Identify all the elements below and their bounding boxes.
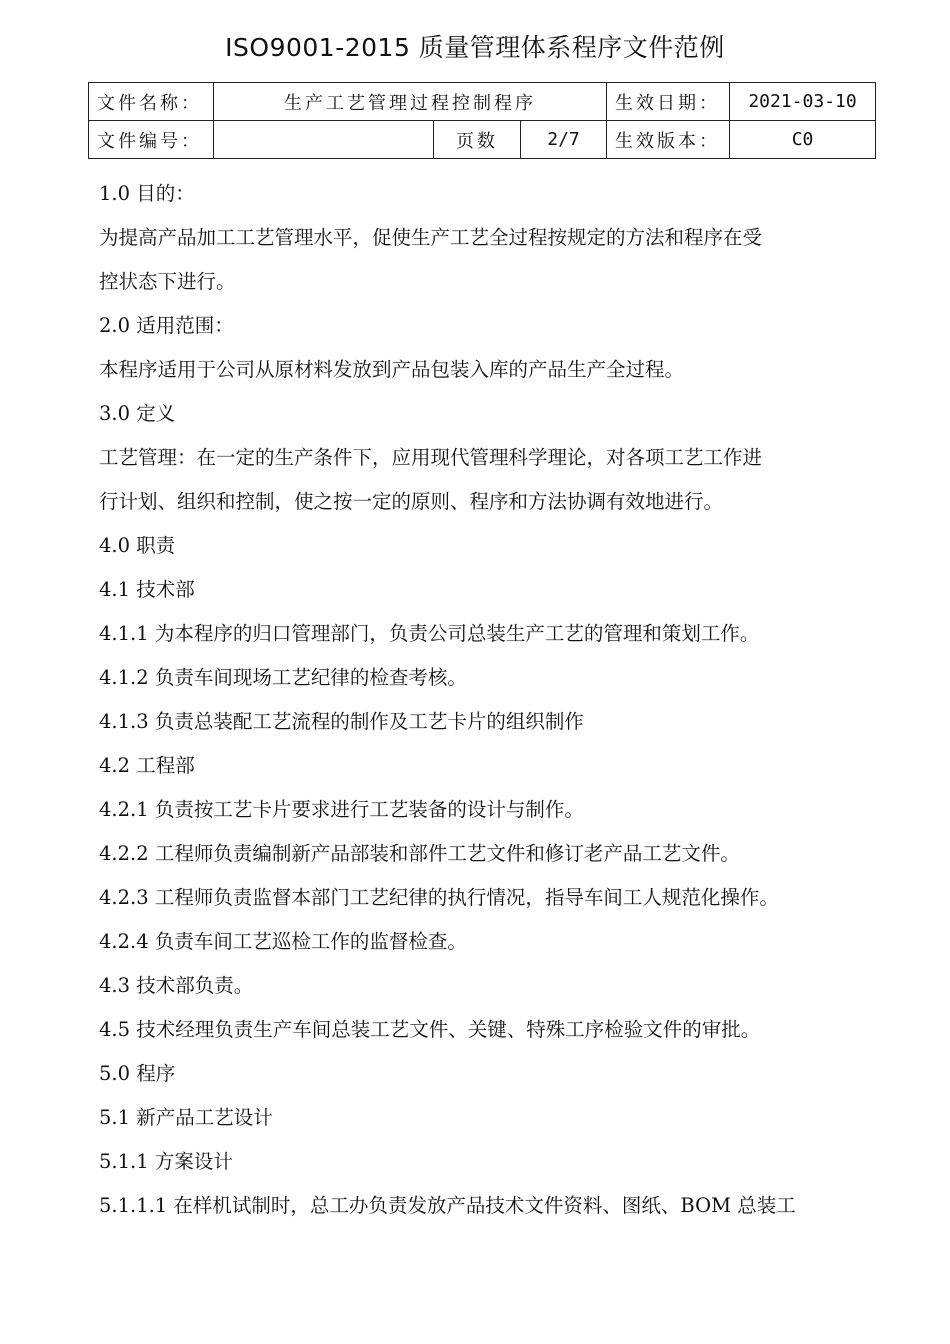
clause-line: 5.1.1 方案设计 <box>99 1150 233 1173</box>
pages-label: 页数 <box>434 121 521 159</box>
subsection-heading: 4.2 工程部 <box>99 754 195 777</box>
clause-line: 4.2.4 负责车间工艺巡检工作的监督检查。 <box>99 930 467 953</box>
clause-line: 5.1.1.1 在样机试制时，总工办负责发放产品技术文件资料、图纸、BOM 总装工 <box>99 1194 796 1217</box>
subsection-heading: 4.3 技术部负责。 <box>99 974 254 997</box>
pages-value: 2/7 <box>521 121 607 159</box>
subsection-heading: 5.1 新产品工艺设计 <box>99 1106 273 1129</box>
clause-line: 4.1.1 为本程序的归口管理部门，负责公司总装生产工艺的管理和策划工作。 <box>99 622 760 645</box>
clause-line: 4.2.2 工程师负责编制新产品部装和部件工艺文件和修订老产品工艺文件。 <box>99 842 740 865</box>
document-body <box>99 172 879 1228</box>
document-header-table <box>88 82 876 159</box>
paragraph-line: 控状态下进行。 <box>99 270 236 293</box>
section-heading: 5.0 程序 <box>99 1062 176 1085</box>
clause-line: 4.2.1 负责按工艺卡片要求进行工艺装备的设计与制作。 <box>99 798 584 821</box>
clause-line: 4.1.2 负责车间现场工艺纪律的检查考核。 <box>99 666 467 689</box>
clause-line: 4.1.3 负责总装配工艺流程的制作及工艺卡片的组织制作 <box>99 710 584 733</box>
paragraph-line: 行计划、组织和控制，使之按一定的原则、程序和方法协调有效地进行。 <box>99 490 724 513</box>
paragraph-line: 工艺管理：在一定的生产条件下，应用现代管理科学理论，对各项工艺工作进 <box>99 446 763 469</box>
subsection-heading: 4.5 技术经理负责生产车间总装工艺文件、关键、特殊工序检验文件的审批。 <box>99 1018 761 1041</box>
header-row-1 <box>89 83 876 121</box>
section-heading: 2.0 适用范围： <box>99 314 234 337</box>
paragraph-line: 本程序适用于公司从原材料发放到产品包装入库的产品生产全过程。 <box>99 358 685 381</box>
file-number-value <box>214 121 434 159</box>
section-heading: 1.0 目的： <box>99 182 195 205</box>
header-row-2 <box>89 121 876 159</box>
effective-date-value: 2021-03-10 <box>730 83 876 121</box>
clause-line: 4.2.3 工程师负责监督本部门工艺纪律的执行情况，指导车间工人规范化操作。 <box>99 886 779 909</box>
file-name-value: 生产工艺管理过程控制程序 <box>214 83 607 121</box>
document-title: ISO9001-2015 质量管理体系程序文件范例 <box>225 33 725 62</box>
effective-date-label: 生效日期： <box>607 83 730 121</box>
section-heading: 3.0 定义 <box>99 402 176 425</box>
version-value: C0 <box>730 121 876 159</box>
version-label: 生效版本： <box>607 121 730 159</box>
paragraph-line: 为提高产品加工工艺管理水平，促使生产工艺全过程按规定的方法和程序在受 <box>99 226 763 249</box>
file-number-label: 文件编号： <box>89 121 214 159</box>
subsection-heading: 4.1 技术部 <box>99 578 195 601</box>
file-name-label: 文件名称： <box>89 83 214 121</box>
section-heading: 4.0 职责 <box>99 534 176 557</box>
